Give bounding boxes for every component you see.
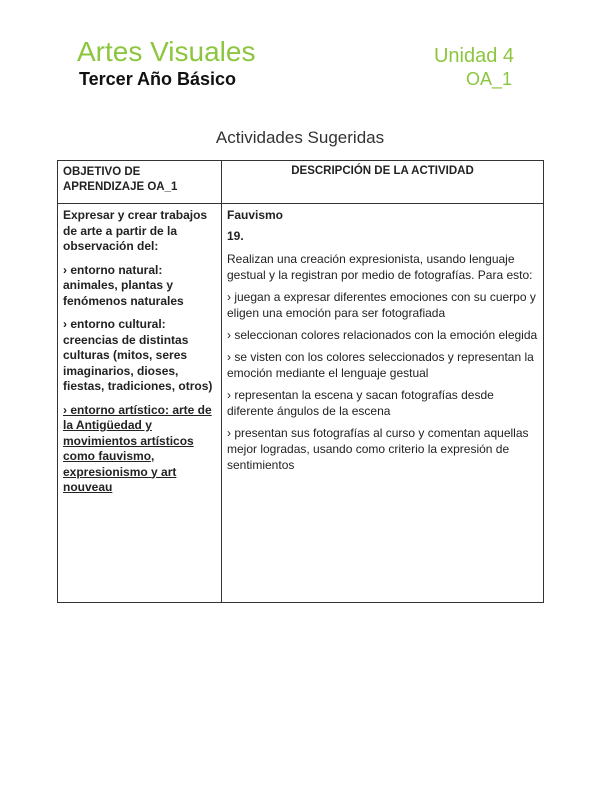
- objective-column-header: OBJETIVO DE APRENDIZAJE OA_1: [58, 161, 222, 204]
- objective-cultural: › entorno cultural: creencias de distintas culturas (mitos, seres imaginarios, dioses, fiestas, tradiciones, otros): [63, 317, 213, 393]
- objective-artistic: › entorno artístico: arte de la Antigüedad y movimientos artísticos como fauvismo, expresionismo y art nouveau: [63, 402, 212, 494]
- table-header-row: [58, 161, 544, 204]
- table-body-row: [58, 204, 544, 603]
- description-cell: [222, 204, 544, 603]
- subject-title: Artes Visuales: [77, 36, 256, 67]
- grade-label: Tercer Año Básico: [79, 69, 237, 89]
- unit-label: Unidad 4: [433, 45, 514, 67]
- activity-item: › juegan a expresar diferentes emociones con su cuerpo y eligen una emoción para ser fotografiada: [227, 290, 536, 320]
- objective-intro: Expresar y crear trabajos de arte a partir de la observación del:: [63, 208, 208, 253]
- objective-cell: [58, 204, 222, 603]
- activity-title: Fauvismo: [227, 208, 284, 222]
- activity-item: › presentan sus fotografías al curso y comentan aquellas mejor logradas, usando como criterio la expresión de sentimientos: [227, 426, 529, 472]
- activity-intro: Realizan una creación expresionista, usando lenguaje gestual y la registran por medio de fotografías. Para esto:: [227, 252, 533, 282]
- oa-label: OA_1: [465, 69, 512, 89]
- description-column-header: DESCRIPCIÓN DE LA ACTIVIDAD: [222, 161, 544, 204]
- activity-item: › representan la escena y sacan fotografías desde diferente ángulos de la escena: [227, 388, 494, 418]
- section-title: Actividades Sugeridas: [215, 128, 385, 147]
- activity-number: 19.: [227, 229, 244, 243]
- objective-natural: › entorno natural: animales, plantas y fenómenos naturales: [63, 262, 184, 308]
- activity-table: [57, 160, 544, 603]
- activity-item: › seleccionan colores relacionados con la emoción elegida: [227, 328, 538, 342]
- activity-item: › se visten con los colores seleccionados y representan la emoción mediante el lenguaje gestual: [227, 350, 534, 380]
